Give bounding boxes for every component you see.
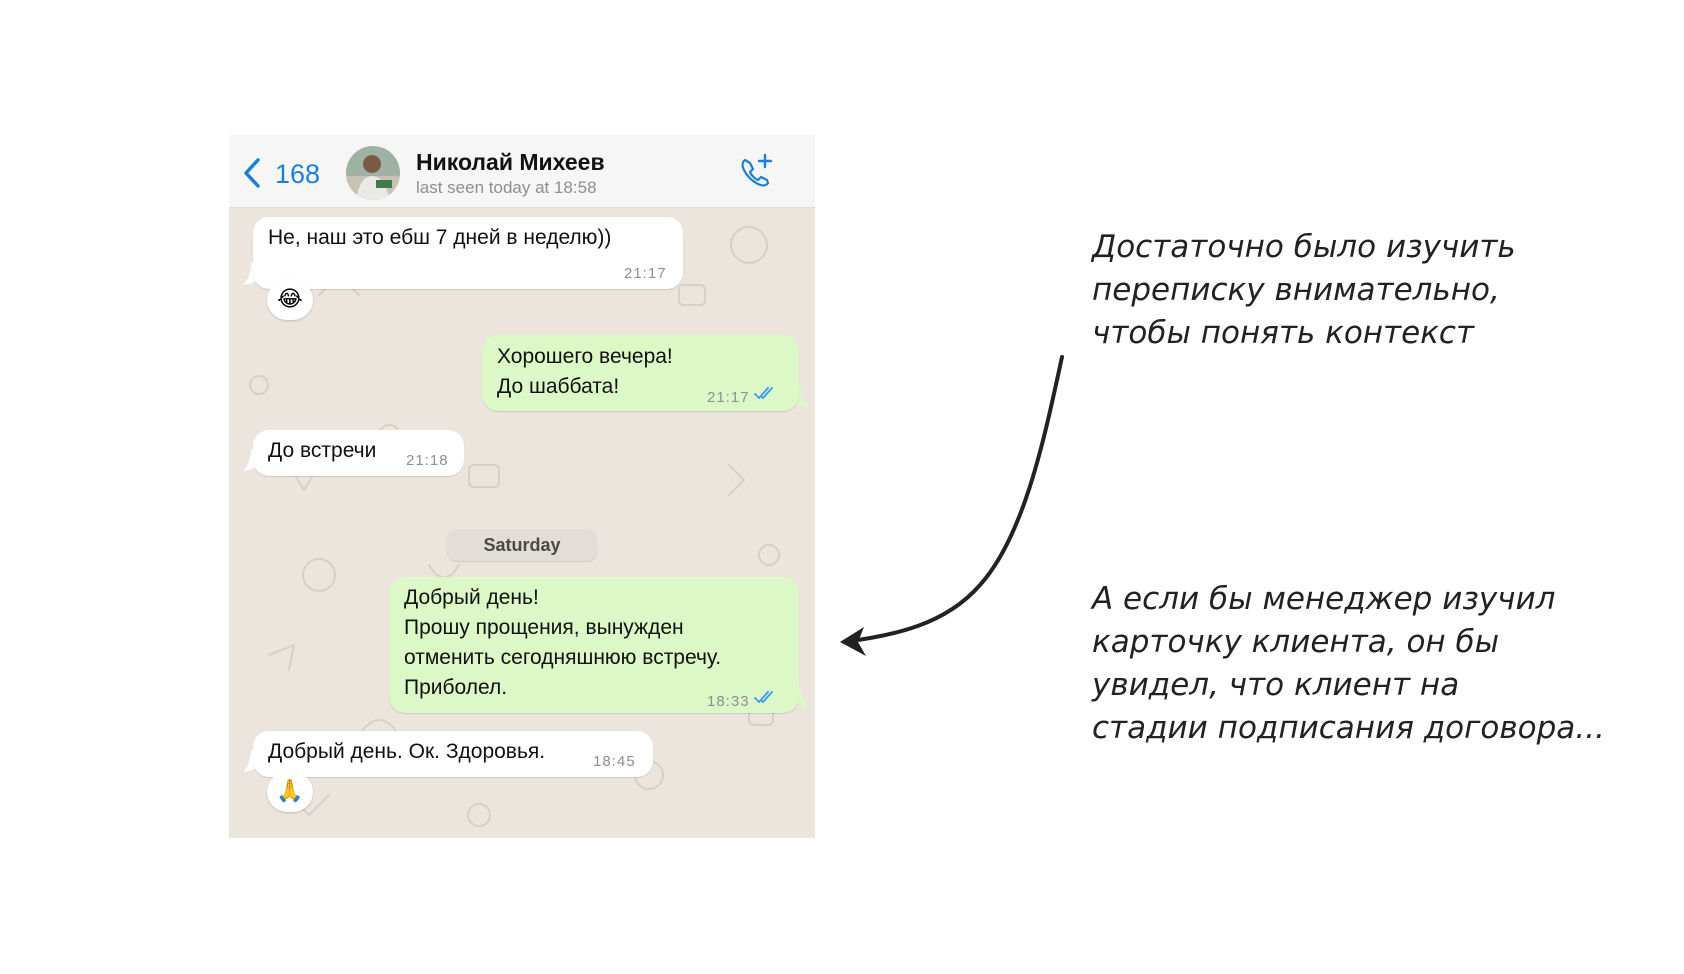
back-button-count[interactable]: 168: [275, 159, 321, 189]
chat-screenshot: [229, 135, 815, 838]
contact-name[interactable]: Николай Михеев: [416, 149, 605, 175]
annotation-top: Достаточно было изучить переписку внимательно, чтобы понять контекст: [1092, 229, 1516, 351]
message-bubble[interactable]: [253, 731, 653, 777]
message-text: Добрый день! Прошу прощения, вынужден отменить сегодняшнюю встречу. Приболел.: [404, 586, 722, 699]
message-bubble[interactable]: [253, 430, 464, 476]
last-seen-status: last seen today at 18:58: [416, 178, 597, 197]
message-reaction[interactable]: 😂: [267, 280, 313, 320]
chevron-left-icon[interactable]: [241, 157, 263, 189]
read-receipt-icon: [754, 386, 776, 400]
message-bubble[interactable]: [253, 217, 683, 289]
message-bubble[interactable]: [482, 335, 799, 411]
message-text: Хорошего вечера! До шаббата!: [497, 345, 673, 398]
message-text: Добрый день. Ок. Здоровья.: [268, 740, 546, 763]
add-call-icon[interactable]: [736, 151, 776, 191]
message-time: 21:17: [624, 265, 667, 282]
message-time: 18:33: [707, 693, 750, 710]
read-receipt-icon: [754, 690, 776, 704]
message-text: Не, наш это ебш 7 дней в неделю)): [268, 226, 612, 249]
avatar[interactable]: [346, 146, 400, 200]
message-time: 21:17: [707, 389, 750, 406]
arrow-icon: [830, 345, 1070, 665]
message-text: До встречи: [268, 439, 377, 462]
message-time: 18:45: [593, 753, 636, 770]
message-time: 21:18: [406, 452, 449, 469]
message-bubble[interactable]: [389, 577, 799, 713]
annotation-bottom: А если бы менеджер изучил карточку клиента, он бы увидел, что клиент на стадии подписания договора...: [1092, 581, 1605, 746]
chat-header: [229, 135, 815, 208]
date-separator: Saturday: [447, 529, 597, 561]
message-reaction[interactable]: 🙏: [267, 772, 313, 812]
